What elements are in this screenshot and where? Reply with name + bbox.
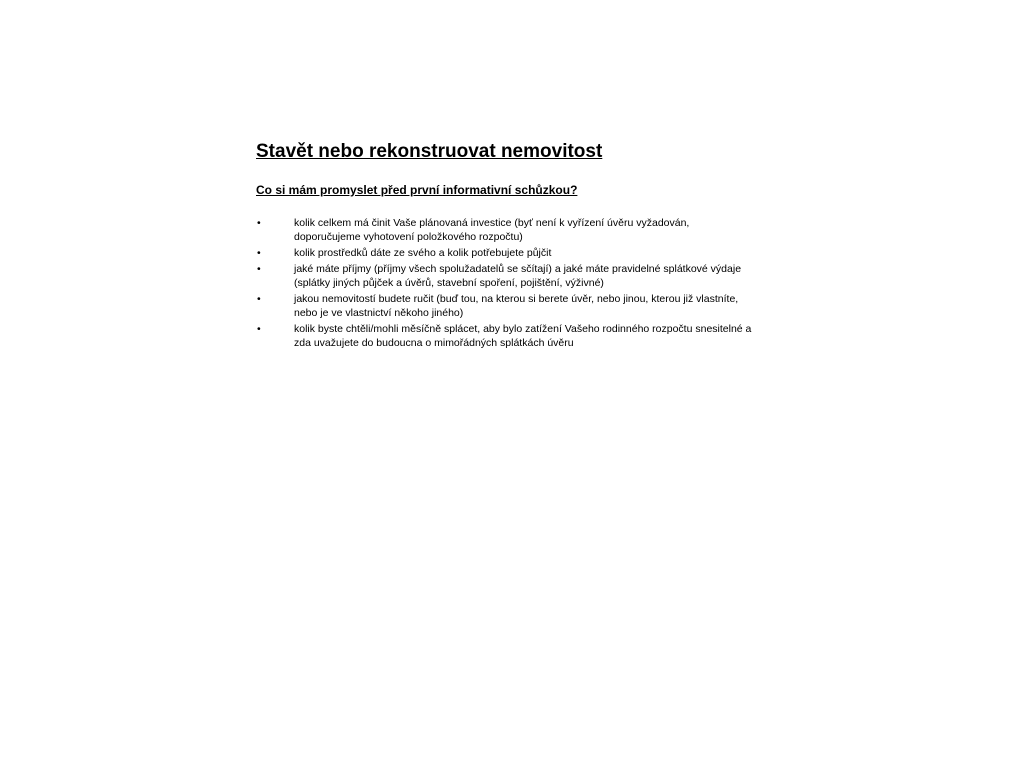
document-subtitle: Co si mám promyslet před první informativní schůzkou? xyxy=(256,183,578,197)
list-item-text: jakou nemovitostí budete ručit (buď tou, na kterou si berete úvěr, nebo jinou, kterou již vlastníte, xyxy=(294,293,739,305)
checklist xyxy=(256,216,816,350)
list-item-text: zda uvažujete do budoucna o mimořádných splátkách úvěru xyxy=(294,337,574,349)
bullet-marker: • xyxy=(257,217,261,229)
list-item xyxy=(256,322,816,350)
list-item-text: kolik prostředků dáte ze svého a kolik potřebujete půjčit xyxy=(294,247,552,259)
bullet-marker: • xyxy=(257,247,261,259)
list-item-text: kolik celkem má činit Vaše plánovaná investice (byť není k vyřízení úvěru vyžadován, xyxy=(294,217,690,229)
list-item-text: kolik byste chtěli/mohli měsíčně splácet, aby bylo zatížení Vašeho rodinného rozpočtu snesitelné a xyxy=(294,323,752,335)
list-item-text: jaké máte příjmy (příjmy všech spolužadatelů se sčítají) a jaké máte pravidelné splátkové výdaje xyxy=(294,263,742,275)
list-item xyxy=(256,216,816,244)
list-item-text: (splátky jiných půjček a úvěrů, stavební spoření, pojištění, výživné) xyxy=(294,277,604,289)
bullet-marker: • xyxy=(257,323,261,335)
bullet-marker: • xyxy=(257,293,261,305)
document-page xyxy=(256,140,816,352)
list-item xyxy=(256,246,816,260)
list-item-text: doporučujeme vyhotovení položkového rozpočtu) xyxy=(294,231,523,243)
list-item-text: nebo je ve vlastnictví někoho jiného) xyxy=(294,307,464,319)
bullet-marker: • xyxy=(257,263,261,275)
list-item xyxy=(256,262,816,290)
document-title: Stavět nebo rekonstruovat nemovitost xyxy=(256,141,603,162)
list-item xyxy=(256,292,816,320)
